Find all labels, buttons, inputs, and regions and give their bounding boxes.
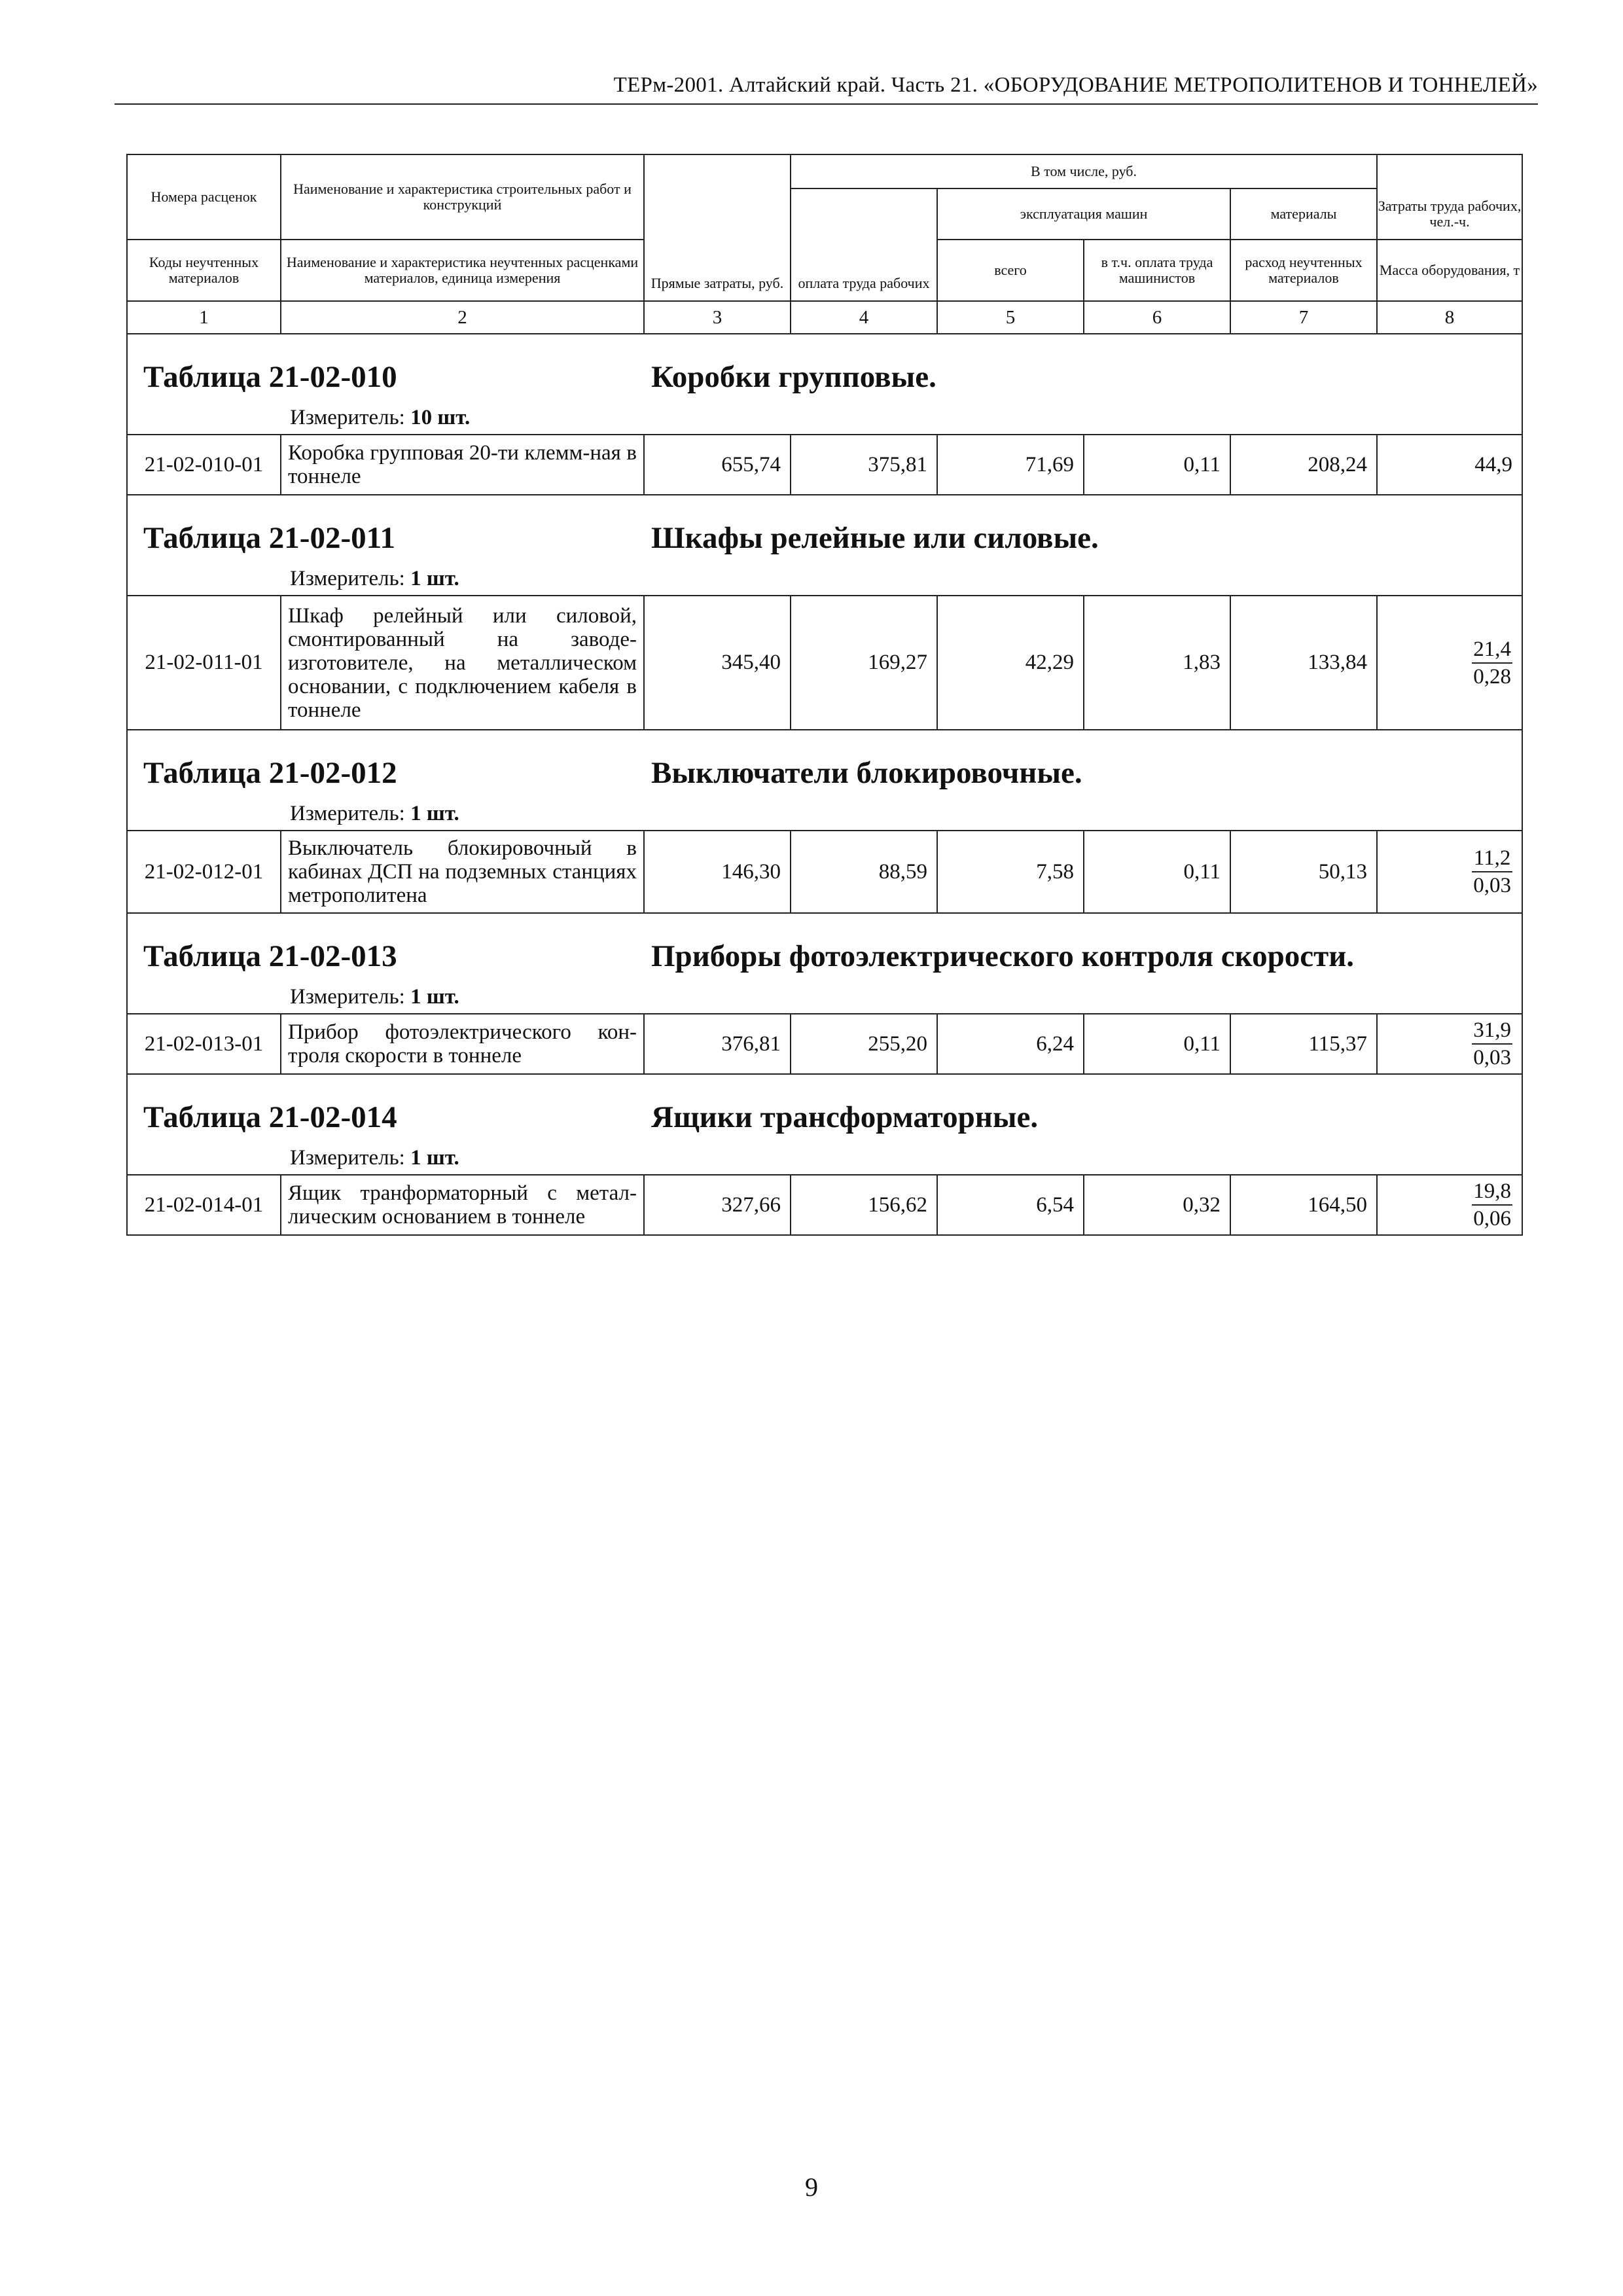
labor-and-mass <box>1377 435 1522 495</box>
col5-header: всего <box>937 240 1084 301</box>
work-description: Выключатель блокировочный в кабинах ДСП на подземных станциях метрополитена <box>281 831 644 913</box>
measure-unit <box>290 1146 459 1170</box>
direct-costs: 327,66 <box>644 1175 791 1235</box>
table-title: Ящики трансформаторные. <box>651 1100 1039 1134</box>
table-number: Таблица 21-02-013 <box>143 939 397 973</box>
labor-and-mass <box>1377 1014 1522 1074</box>
equipment-mass: 0,28 <box>1473 664 1512 689</box>
table-row <box>127 1014 1522 1074</box>
measure-value: 10 шт. <box>410 406 471 429</box>
section-heading-row <box>127 1074 1522 1175</box>
labor-pay: 169,27 <box>791 596 937 730</box>
column-number: 6 <box>1084 301 1230 334</box>
materials-cost: 115,37 <box>1230 1014 1377 1074</box>
col4-header: оплата труда рабочих <box>791 188 937 301</box>
work-description: Коробка групповая 20-ти клемм-ная в тоннеле <box>281 435 644 495</box>
labor-hours: 19,8 <box>1472 1178 1512 1206</box>
equipment-mass: 0,06 <box>1473 1207 1512 1230</box>
measure-value: 1 шт. <box>410 985 459 1009</box>
measure-unit <box>290 985 459 1009</box>
column-number: 3 <box>644 301 791 334</box>
labor-pay: 255,20 <box>791 1014 937 1074</box>
work-description: Прибор фотоэлектрического кон-троля скорости в тоннеле <box>281 1014 644 1074</box>
section-heading-row <box>127 913 1522 1014</box>
labor-and-mass <box>1377 831 1522 913</box>
materials-cost: 164,50 <box>1230 1175 1377 1235</box>
labor-mass-fraction <box>1472 1017 1512 1071</box>
col6-header: в т.ч. оплата труда машинистов <box>1084 240 1230 301</box>
rate-code: 21-02-012-01 <box>127 831 281 913</box>
measure-value: 1 шт. <box>410 1146 459 1170</box>
machines-total: 6,24 <box>937 1014 1084 1074</box>
column-number: 1 <box>127 301 281 334</box>
materials-cost: 208,24 <box>1230 435 1377 495</box>
materials-cost: 50,13 <box>1230 831 1377 913</box>
table-title: Коробки групповые. <box>651 360 936 394</box>
measure-label: Измеритель: <box>290 985 405 1009</box>
machinist-pay: 0,11 <box>1084 435 1230 495</box>
machinist-pay: 0,11 <box>1084 1014 1230 1074</box>
direct-costs: 345,40 <box>644 596 791 730</box>
section-heading-row <box>127 334 1522 435</box>
price-table <box>126 154 1523 1236</box>
table-number: Таблица 21-02-012 <box>143 756 397 790</box>
machines-total: 6,54 <box>937 1175 1084 1235</box>
col8-header-top: Затраты труда рабочих, чел.-ч. <box>1377 188 1522 240</box>
machines-total: 7,58 <box>937 831 1084 913</box>
labor-pay: 88,59 <box>791 831 937 913</box>
col8-header-bottom: Масса оборудования, т <box>1377 240 1522 301</box>
measure-unit <box>290 406 470 430</box>
table-row <box>127 831 1522 913</box>
rate-code: 21-02-010-01 <box>127 435 281 495</box>
col8-header-spacer <box>1377 154 1522 188</box>
labor-hours: 21,4 <box>1472 636 1512 664</box>
page-number: 9 <box>805 2172 818 2202</box>
col1-header-bottom: Коды неучтенных материалов <box>127 240 281 301</box>
table-row <box>127 1175 1522 1235</box>
work-description: Шкаф релейный или силовой, смонтированный на заводе-изготовителе, на металлическом основании, с подключением кабеля в тоннеле <box>281 596 644 730</box>
labor-and-mass <box>1377 1175 1522 1235</box>
col3-header: Прямые затраты, руб. <box>644 154 791 301</box>
direct-costs: 146,30 <box>644 831 791 913</box>
labor-mass-fraction <box>1472 1178 1512 1232</box>
machines-header: эксплуатация машин <box>937 188 1230 240</box>
labor-hours: 11,2 <box>1472 845 1512 872</box>
machines-total: 42,29 <box>937 596 1084 730</box>
work-description: Ящик транформаторный с метал-лическим основанием в тоннеле <box>281 1175 644 1235</box>
running-header: ТЕРм-2001. Алтайский край. Часть 21. «ОБОРУДОВАНИЕ МЕТРОПОЛИТЕНОВ И ТОННЕЛЕЙ» <box>115 73 1538 105</box>
rate-code: 21-02-013-01 <box>127 1014 281 1074</box>
labor-hours: 31,9 <box>1472 1017 1512 1045</box>
labor-hours: 44,9 <box>1474 452 1513 476</box>
table-number: Таблица 21-02-010 <box>143 360 397 394</box>
measure-unit <box>290 802 459 826</box>
labor-pay: 375,81 <box>791 435 937 495</box>
table-number: Таблица 21-02-011 <box>143 521 395 555</box>
equipment-mass: 0,03 <box>1473 874 1512 897</box>
measure-label: Измеритель: <box>290 406 405 429</box>
column-number: 2 <box>281 301 644 334</box>
col7-header: расход неучтенных материалов <box>1230 240 1377 301</box>
section-heading-row <box>127 495 1522 596</box>
table-number: Таблица 21-02-014 <box>143 1100 397 1134</box>
column-number-row <box>127 301 1522 334</box>
column-number: 5 <box>937 301 1084 334</box>
labor-mass-fraction <box>1472 845 1512 899</box>
measure-label: Измеритель: <box>290 567 405 590</box>
col1-header-top: Номера расценок <box>127 154 281 240</box>
rate-code: 21-02-011-01 <box>127 596 281 730</box>
table-title: Приборы фотоэлектрического контроля скорости. <box>651 939 1355 973</box>
direct-costs: 376,81 <box>644 1014 791 1074</box>
labor-pay: 156,62 <box>791 1175 937 1235</box>
measure-value: 1 шт. <box>410 567 459 590</box>
materials-cost: 133,84 <box>1230 596 1377 730</box>
machinist-pay: 0,32 <box>1084 1175 1230 1235</box>
table-row <box>127 596 1522 730</box>
col2-header-top: Наименование и характеристика строительных работ и конструкций <box>281 154 644 240</box>
measure-value: 1 шт. <box>410 802 459 825</box>
incl-header: В том числе, руб. <box>791 154 1377 188</box>
section-heading-row <box>127 730 1522 831</box>
labor-and-mass <box>1377 596 1522 730</box>
column-number: 4 <box>791 301 937 334</box>
measure-label: Измеритель: <box>290 802 405 825</box>
equipment-mass: 0,03 <box>1473 1046 1512 1069</box>
direct-costs: 655,74 <box>644 435 791 495</box>
table-title: Выключатели блокировочные. <box>651 756 1082 790</box>
table-row <box>127 435 1522 495</box>
measure-unit <box>290 567 459 591</box>
machines-total: 71,69 <box>937 435 1084 495</box>
table-title: Шкафы релейные или силовые. <box>651 521 1099 555</box>
materials-header: материалы <box>1230 188 1377 240</box>
rate-code: 21-02-014-01 <box>127 1175 281 1235</box>
column-number: 7 <box>1230 301 1377 334</box>
machinist-pay: 0,11 <box>1084 831 1230 913</box>
measure-label: Измеритель: <box>290 1146 405 1170</box>
labor-mass-fraction <box>1472 636 1512 690</box>
column-number: 8 <box>1377 301 1522 334</box>
col2-header-bottom: Наименование и характеристика неучтенных расценками материалов, единица измерения <box>281 240 644 301</box>
machinist-pay: 1,83 <box>1084 596 1230 730</box>
